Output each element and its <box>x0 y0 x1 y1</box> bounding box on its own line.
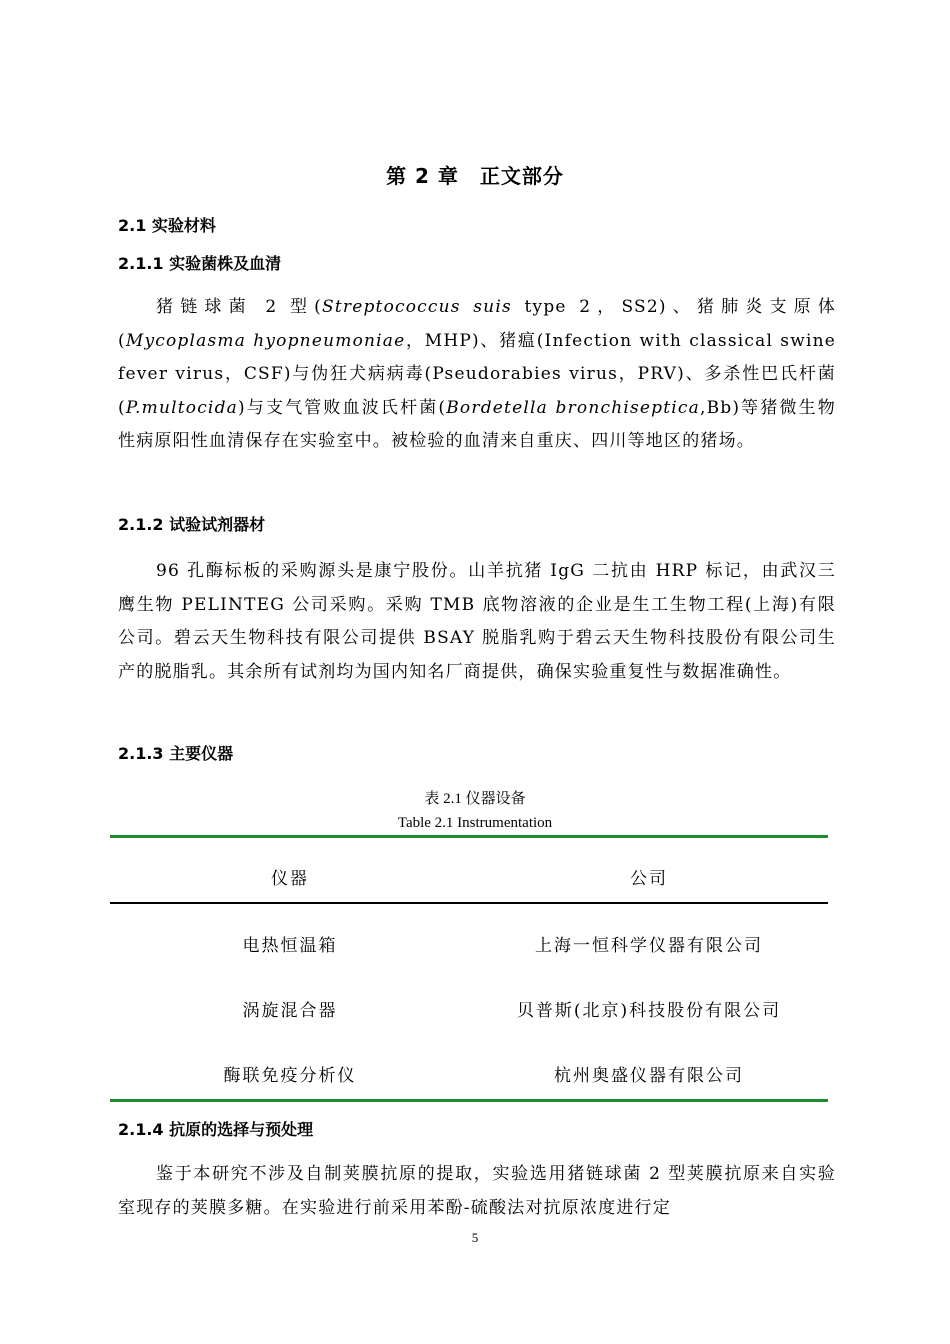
table-caption-cn: 表 2.1 仪器设备 <box>424 791 526 807</box>
table-header-company: 公司 <box>630 869 668 889</box>
species-name: P.multocida <box>125 397 238 418</box>
chapter-title: 第 2 章 正文部分 <box>386 164 564 188</box>
section-heading-2-1-3: 2.1.3 主要仪器 <box>118 744 234 763</box>
table-top-rule <box>110 835 828 838</box>
species-name: Bordetella bronchiseptica <box>446 397 700 418</box>
page-number: 5 <box>471 1230 479 1245</box>
text-run: ，MHP)、猪瘟(Infection with classical swine fever virus，CSF)与伪狂犬病病毒(Pseudorabies virus，PRV)、多杀性巴氏杆菌( <box>118 330 836 418</box>
table-cell-instrument: 电热恒温箱 <box>242 936 338 956</box>
table-bottom-rule <box>110 1099 828 1102</box>
text-run: ,Bb)等猪微生物性病原阳性血清保存在实验室中。被检验的血清来自重庆、四川等地区的猪场。 <box>118 397 837 451</box>
table-header-rule <box>110 902 828 904</box>
table-caption-en: Table 2.1 Instrumentation <box>397 815 553 831</box>
section-heading-2-1-1: 2.1.1 实验菌株及血清 <box>118 254 282 273</box>
species-name: Mycoplasma hyopneumoniae <box>125 330 406 351</box>
text-run: type 2，SS2)、猪肺炎支原体( <box>118 297 837 351</box>
text-run: )与支气管败血波氏杆菌( <box>238 397 447 418</box>
table-cell-company: 贝普斯(北京)科技股份有限公司 <box>516 1001 782 1021</box>
text-run: 猪链球菌 2 型( <box>156 297 322 317</box>
section-heading-2-1-2: 2.1.2 试验试剂器材 <box>118 515 266 534</box>
paragraph-text: 鉴于本研究不涉及自制荚膜抗原的提取，实验选用猪链球菌 2 型荚膜抗原来自实验室现存的荚膜多糖。在实验进行前采用苯酚-硫酸法对抗原浓度进行定 <box>118 1164 836 1218</box>
section-heading-2-1-4: 2.1.4 抗原的选择与预处理 <box>118 1120 314 1139</box>
section-heading-2-1: 2.1 实验材料 <box>118 216 216 235</box>
table-cell-company: 上海一恒科学仪器有限公司 <box>535 936 763 956</box>
paragraph-reagents <box>118 555 836 689</box>
table-cell-instrument: 涡旋混合器 <box>242 1001 338 1021</box>
species-name: Streptococcus suis <box>321 297 512 317</box>
table-cell-instrument: 酶联免疫分析仪 <box>223 1066 357 1086</box>
table-cell-company: 杭州奥盛仪器有限公司 <box>554 1066 744 1086</box>
paragraph-text: 96 孔酶标板的采购源头是康宁股份。山羊抗猪 IgG 二抗由 HRP 标记，由武汉三鹰生物 PELINTEG 公司采购。采购 TMB 底物溶液的企业是生工生物工程(上海)有限公司。碧云天生物科技有限公司提供 BSAY 脱脂乳购于碧云天生物科技股份有限公司生产的脱脂乳。其余所有试剂均为国内知名厂商提供，确保实验重复性与数据准确性。 <box>118 561 836 682</box>
table-header-instrument: 仪器 <box>271 869 309 889</box>
paragraph-antigen <box>118 1158 836 1225</box>
paragraph-strains-sera <box>118 291 836 459</box>
